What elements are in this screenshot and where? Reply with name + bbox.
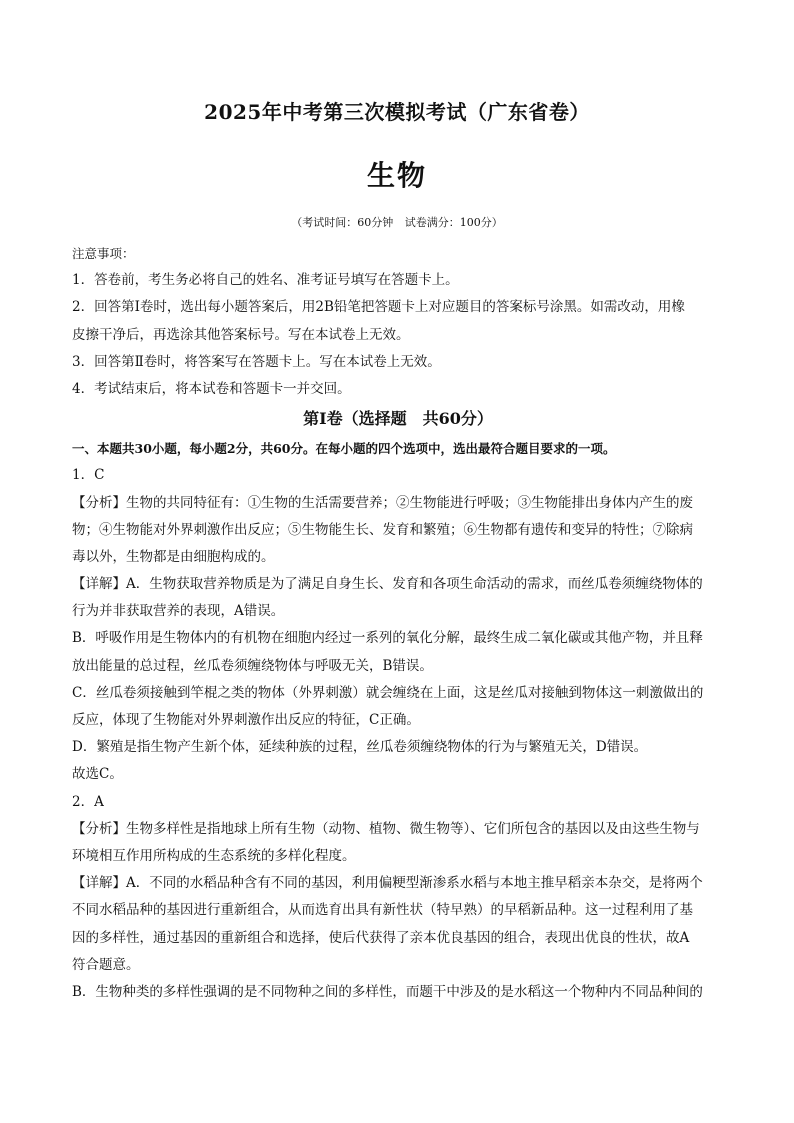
notice-item: 3．回答第Ⅱ卷时，将答案写在答题卡上。写在本试卷上无效。 — [72, 353, 441, 370]
detail-line: 放出能量的总过程，丝瓜卷须缠绕物体与呼吸无关，B错误。 — [72, 657, 433, 674]
conclusion-line: 故选C。 — [72, 766, 123, 783]
analysis-line: 物；④生物能对外界刺激作出反应；⑤生物能生长、发育和繁殖；⑥生物都有遗传和变异的特性；⑦除病 — [72, 521, 693, 538]
detail-line: B．呼吸作用是生物体内的有机物在细胞内经过一系列的氧化分解，最终生成二氧化碳或其他产物，并且释 — [72, 630, 703, 647]
detail-line: B．生物种类的多样性强调的是不同物种之间的多样性，而题干中涉及的是水稻这一个物种内不同品种间的 — [72, 983, 703, 1000]
notice-heading: 注意事项： — [72, 246, 135, 261]
analysis-line: 【分析】生物多样性是指地球上所有生物（动物、植物、微生物等）、它们所包含的基因以及由这些生物与 — [72, 820, 700, 837]
full-score: 试卷满分：100分） — [404, 216, 503, 229]
subject-title: 生物 — [366, 159, 427, 192]
detail-line: 符合题意。 — [72, 956, 140, 973]
detail-line: 【详解】A．生物获取营养物质是为了满足自身生长、发育和各项生命活动的需求，而丝瓜卷须缠绕物体的 — [72, 576, 703, 593]
notice-item: 1．答卷前，考生务必将自己的姓名、准考证号填写在答题卡上。 — [72, 272, 459, 289]
detail-line: D．繁殖是指生物产生新个体，延续种族的过程，丝瓜卷须缠绕物体的行为与繁殖无关，D错误。 — [72, 739, 648, 756]
detail-line: 因的多样性，通过基因的重新组合和选择，使后代获得了亲本优良基因的组合，表现出优良的性状，故A — [72, 929, 690, 946]
detail-line: 反应，体现了生物能对外界刺激作出反应的特征，C正确。 — [72, 712, 420, 728]
detail-line: 行为并非获取营养的表现，A错误。 — [72, 603, 285, 620]
detail-line: 不同水稻品种的基因进行重新组合，从而选育出具有新性状（特早熟）的早稻新品种。这一过程利用了基 — [72, 902, 693, 919]
analysis-line: 环境相互作用所构成的生态系统的多样化程度。 — [72, 847, 356, 864]
question-answer: 1．C — [72, 467, 105, 484]
section-title: 第Ⅰ卷（选择题 共60分） — [303, 409, 493, 429]
notice-item: 4．考试结束后，将本试卷和答题卡一并交回。 — [72, 380, 351, 397]
notice-item: 皮擦干净后，再选涂其他答案标号。写在本试卷上无效。 — [72, 326, 410, 343]
question-answer: 2．A — [72, 793, 104, 810]
exam-info — [0, 214, 794, 232]
notice-item: 2．回答第Ⅰ卷时，选出每小题答案后，用2B铅笔把答题卡上对应题目的答案标号涂黑。如需改动，用橡 — [72, 299, 685, 316]
document-body — [72, 240, 724, 1006]
detail-line: 【详解】A．不同的水稻品种含有不同的基因，利用偏粳型渐渗系水稻与本地主推早稻亲本杂交，是将两个 — [72, 875, 703, 892]
section-instruction: 一、本题共30小题，每小题2分，共60分。在每小题的四个选项中，选出最符合题目要求的一项。 — [72, 441, 616, 457]
analysis-line: 【分析】生物的共同特征有：①生物的生活需要营养；②生物能进行呼吸；③生物能排出身体内产生的废 — [72, 494, 693, 511]
analysis-line: 毒以外，生物都是由细胞构成的。 — [72, 548, 275, 565]
detail-line: C．丝瓜卷须接触到竿棍之类的物体（外界刺激）就会缠绕在上面，这是丝瓜对接触到物体这一刺激做出的 — [72, 684, 704, 701]
exam-time: （考试时间：60分钟 — [291, 216, 394, 229]
exam-title: 2025年中考第三次模拟考试（广东省卷） — [204, 100, 590, 124]
